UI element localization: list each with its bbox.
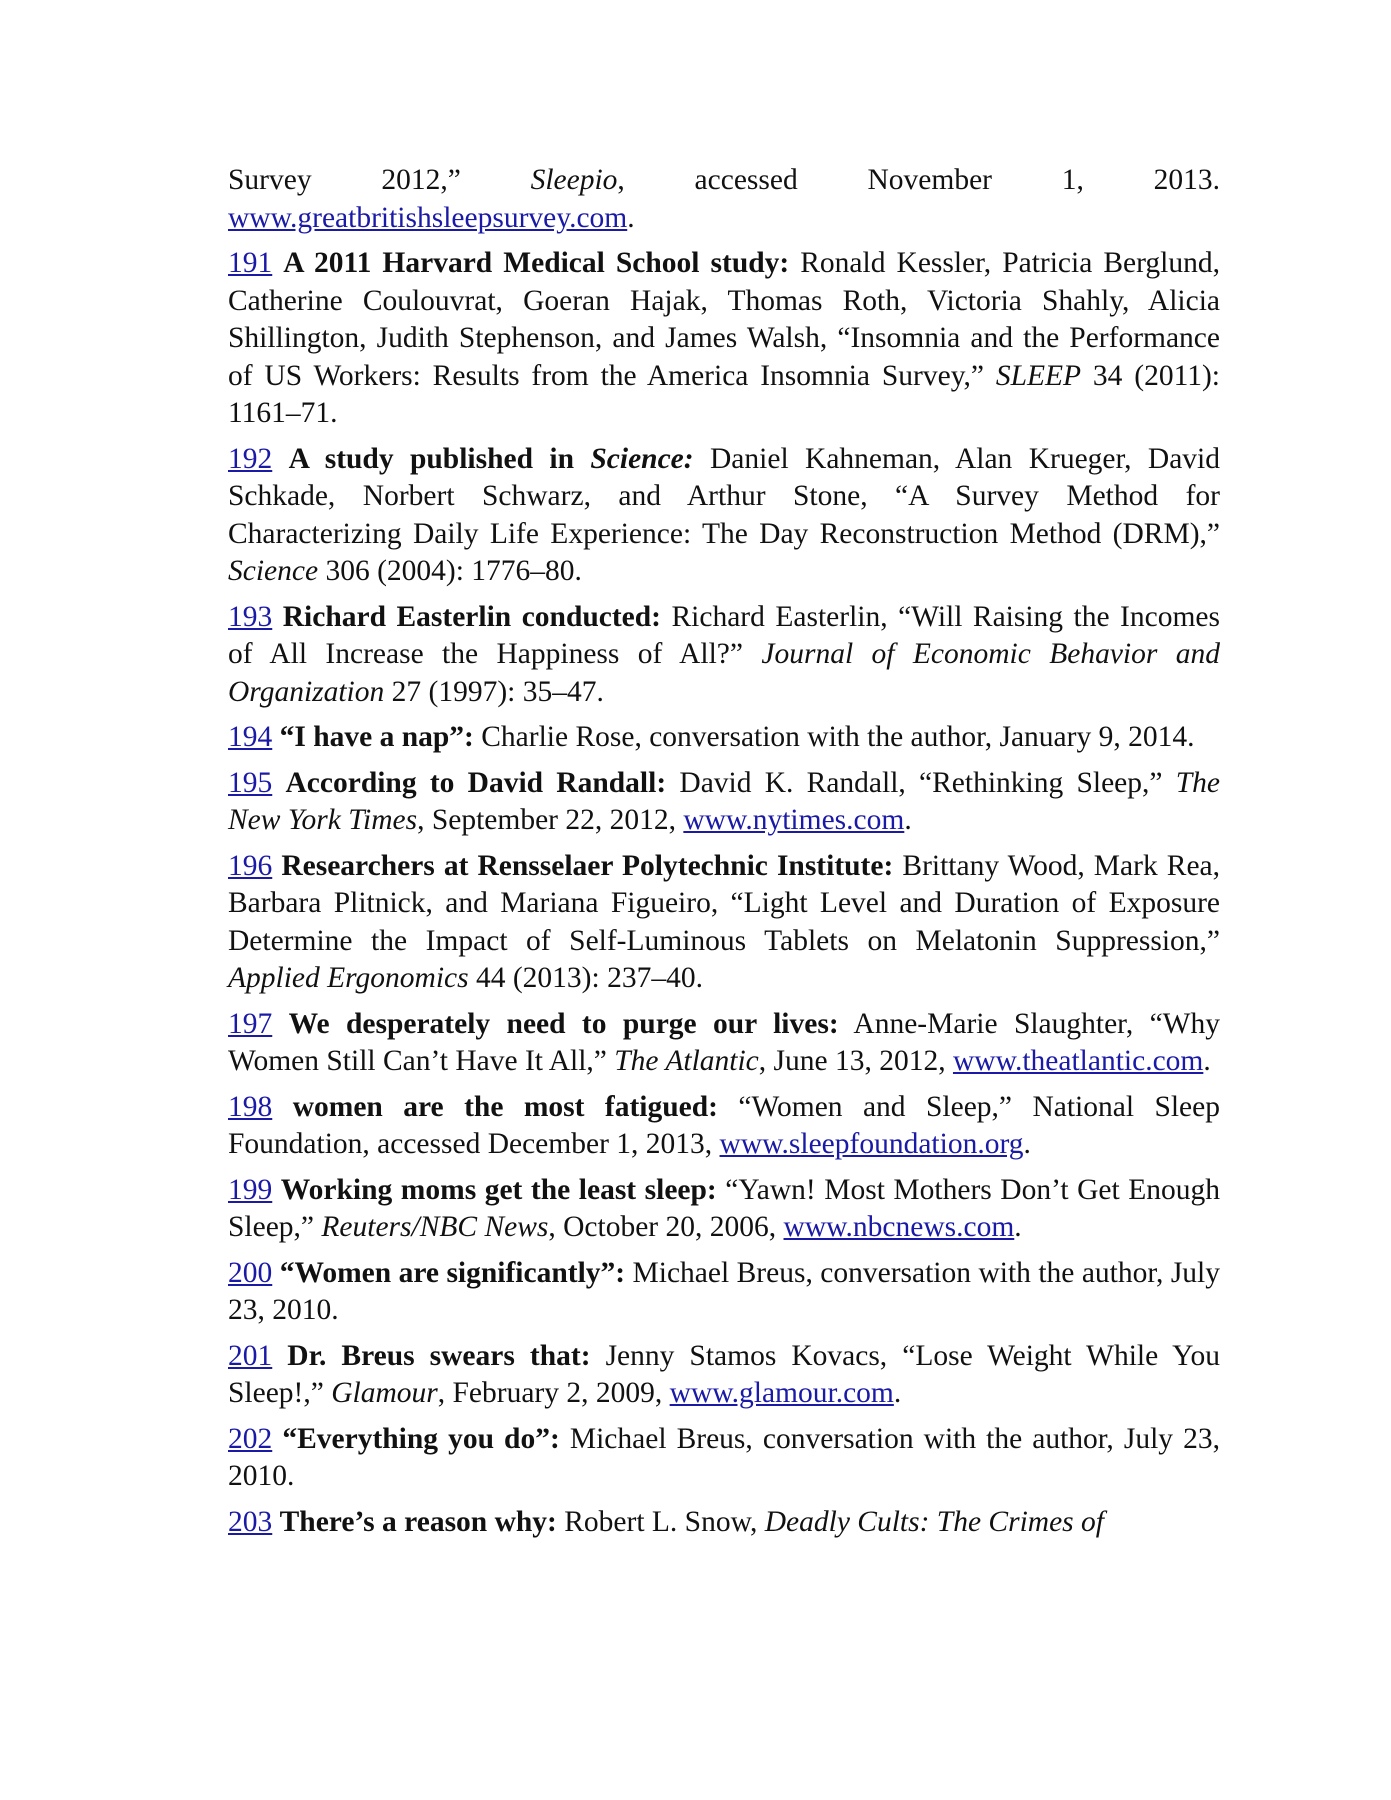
citation-text: . (627, 201, 635, 234)
endnote-201 (228, 1338, 1220, 1413)
endnote-lead: Researchers at Rensselaer Polytechnic Institute: (281, 849, 894, 882)
endnote-192 (228, 441, 1220, 591)
citation-text: 34 (2011): 1161–71. (228, 359, 1220, 429)
endnote-number-link[interactable]: 200 (228, 1256, 273, 1289)
source-url-link[interactable]: www.glamour.com (669, 1377, 894, 1409)
citation-text: 27 (1997): 35–47. (384, 675, 604, 708)
endnote-number-link[interactable]: 196 (228, 849, 273, 882)
citation-text: . (904, 804, 912, 836)
citation-text: Michael Breus, conversation with the author, July 23, 2010. (228, 1256, 1220, 1326)
endnote-lead: A 2011 Harvard Medical School study: (283, 247, 790, 279)
publication-title: Journal of Economic Behavior and Organization (228, 638, 1220, 708)
citation-text: Ronald Kessler, Patricia Berglund, Catherine Coulouvrat, Goeran Hajak, Thomas Roth, Victoria Shahly, Alicia Shillington, Judith Stephenson, and James Walsh, “Insomnia and the Performance of US Workers: Results from the America Insomnia Survey,” (228, 247, 1220, 392)
citation-text: . (1023, 1128, 1031, 1160)
citation-text: “Women and Sleep,” National Sleep Foundation, accessed December 1, 2013, (228, 1090, 1220, 1160)
citation-text: Robert L. Snow, (556, 1505, 765, 1538)
endnote-lead-part: Science: (590, 442, 694, 475)
citation-text: . (893, 1377, 902, 1409)
citation-text: Charlie Rose, conversation with the author, January 9, 2014. (473, 721, 1195, 753)
endnote-197 (228, 1006, 1220, 1081)
endnote-lead: We desperately need to purge our lives: (288, 1007, 839, 1040)
endnote-number-link[interactable]: 202 (228, 1422, 273, 1455)
publication-title: Glamour (331, 1377, 438, 1409)
citation-text: Anne-Marie Slaughter, “Why Women Still Can’t Have It All,” (228, 1007, 1221, 1077)
citation-text: Jenny Stamos Kovacs, “Lose Weight While You Sleep!,” (228, 1339, 1221, 1409)
endnote-number-link[interactable]: 197 (228, 1007, 273, 1040)
publication-title: Deadly Cults: The Crimes of (764, 1505, 1104, 1538)
endnote-194 (228, 719, 1220, 757)
endnote-200 (228, 1255, 1220, 1330)
endnote-number-link[interactable]: 203 (228, 1505, 273, 1538)
citation-text: Daniel Kahneman, Alan Krueger, David Schkade, Norbert Schwarz, and Arthur Stone, “A Survey Method for Characterizing Daily Life Experience: The Day Reconstruction Method (DRM),” (228, 442, 1221, 550)
endnote-198 (228, 1089, 1220, 1164)
endnote-lead: “Everything you do”: (282, 1422, 560, 1455)
citation-text: . (1014, 1211, 1022, 1243)
endnote-lead: Working moms get the least sleep: (280, 1173, 717, 1206)
publication-title: The Atlantic (614, 1045, 759, 1077)
endnote-continued (228, 162, 1220, 237)
endnote-number-link[interactable]: 191 (228, 247, 273, 279)
endnote-number-link[interactable]: 194 (228, 721, 273, 753)
citation-text: , September 22, 2012, (417, 804, 684, 836)
endnote-lead: “Women are significantly”: (279, 1256, 626, 1289)
endnote-lead: Richard Easterlin conducted: (282, 600, 661, 633)
citation-text: . (1203, 1045, 1211, 1077)
endnote-number-link[interactable]: 199 (228, 1173, 273, 1206)
endnote-number-link[interactable]: 195 (228, 766, 273, 799)
citation-text: Survey 2012,” (228, 164, 531, 196)
citation-text: 44 (2013): 237–40. (468, 962, 703, 994)
endnote-number-link[interactable]: 193 (228, 600, 273, 633)
endnotes-page (228, 162, 1220, 1549)
endnote-196 (228, 848, 1220, 998)
endnote-number-link[interactable]: 192 (228, 442, 273, 475)
endnote-number-link[interactable]: 198 (228, 1090, 273, 1123)
publication-title: Applied Ergonomics (228, 962, 469, 994)
endnote-lead: There’s a reason why: (279, 1505, 557, 1538)
citation-text: , accessed November 1, 2013. (617, 164, 1220, 196)
endnote-lead: According to David Randall: (285, 766, 667, 799)
publication-title: SLEEP (995, 359, 1082, 392)
source-url-link[interactable]: www.greatbritishsleepsurvey.com (228, 201, 628, 234)
citation-text: , February 2, 2009, (437, 1377, 670, 1409)
citation-text: “Yawn! Most Mothers Don’t Get Enough Sleep,” (228, 1173, 1221, 1243)
endnote-lead (289, 443, 694, 475)
citation-text: Michael Breus, conversation with the author, July 23, 2010. (228, 1422, 1220, 1492)
publication-title: The New York Times (228, 766, 1220, 836)
citation-text: Brittany Wood, Mark Rea, Barbara Plitnick, and Mariana Figueiro, “Light Level and Duration of Exposure Determine the Impact of Self-Luminous Tablets on Melatonin Suppression,” (228, 849, 1221, 957)
endnote-203 (228, 1504, 1220, 1542)
endnote-lead-part: A study published in (288, 442, 591, 475)
endnote-lead: Dr. Breus swears that: (287, 1339, 591, 1372)
endnote-193 (228, 599, 1220, 712)
citation-text: Richard Easterlin, “Will Raising the Incomes of All Increase the Happiness of All?” (228, 600, 1220, 670)
citation-text: David K. Randall, “Rethinking Sleep,” (666, 766, 1176, 799)
endnote-number-link[interactable]: 201 (228, 1339, 273, 1372)
publication-title: Reuters/NBC News (321, 1211, 549, 1243)
endnote-199 (228, 1172, 1220, 1247)
citation-text: 306 (2004): 1776–80. (318, 555, 582, 587)
endnote-lead: “I have a nap”: (279, 721, 474, 753)
citation-text: , June 13, 2012, (758, 1045, 953, 1077)
endnote-191 (228, 245, 1220, 433)
endnote-lead: women are the most fatigued: (292, 1090, 718, 1123)
source-url-link[interactable]: www.nytimes.com (683, 804, 905, 836)
endnote-195 (228, 765, 1220, 840)
source-url-link[interactable]: www.nbcnews.com (783, 1211, 1015, 1243)
source-url-link[interactable]: www.sleepfoundation.org (719, 1128, 1024, 1160)
endnote-202 (228, 1421, 1220, 1496)
citation-text: , October 20, 2006, (548, 1211, 784, 1243)
source-url-link[interactable]: www.theatlantic.com (952, 1045, 1204, 1077)
publication-title: Science (228, 555, 319, 587)
publication-title: Sleepio (530, 164, 618, 196)
